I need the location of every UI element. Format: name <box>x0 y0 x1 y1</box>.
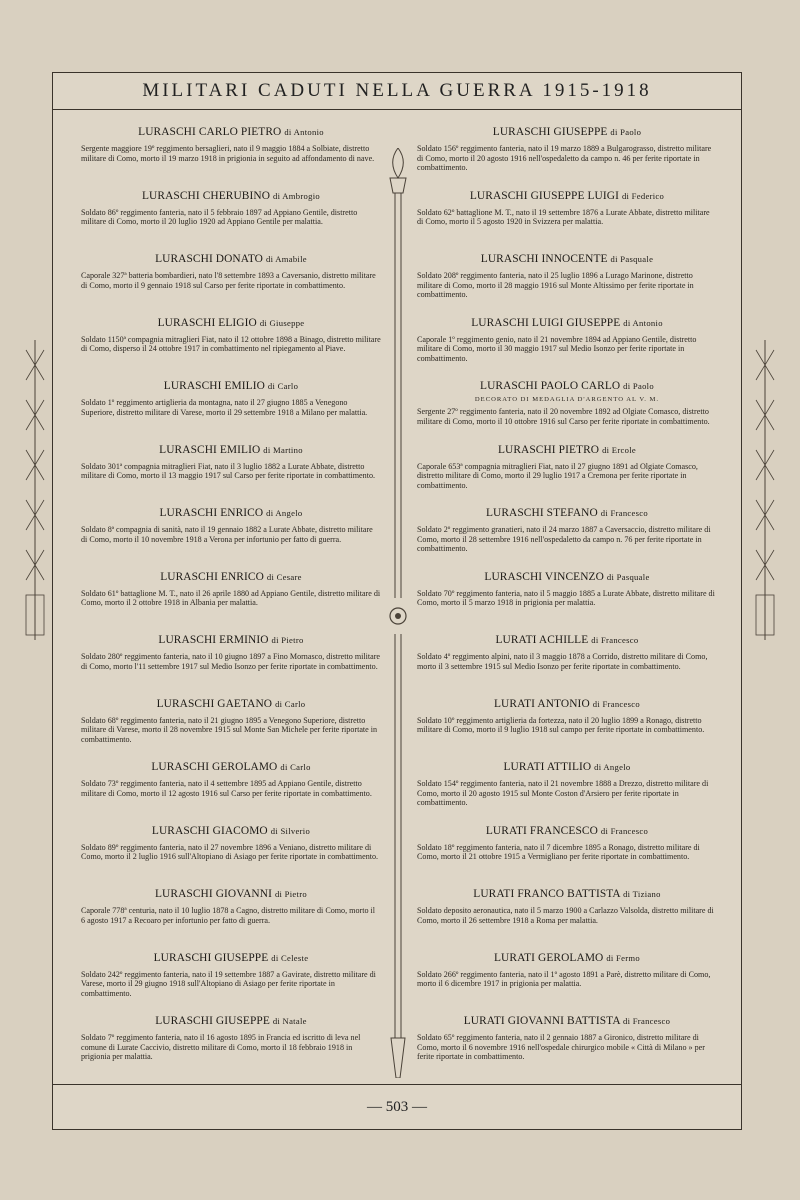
entry-name <box>417 1014 717 1028</box>
entry-name <box>81 697 381 711</box>
entry <box>81 951 381 1015</box>
entry-text: Soldato 4º reggimento alpini, nato il 3 maggio 1878 a Corrido, distretto militare di Como, morto il 3 settembre 1915 sul Medio Isonzo per ferite riportate in combattimento. <box>417 652 708 671</box>
entry-name <box>81 570 381 584</box>
entry-text: Soldato 2º reggimento granatieri, nato il 24 marzo 1887 a Caversaccio, distretto militare di Como, morto il 28 settembre 1916 nell'ospedaletto da campo n. 76 per ferite riportate in combattimento. <box>417 525 711 553</box>
entry-text: Soldato 7º reggimento fanteria, nato il 16 agosto 1895 in Francia ed iscritto di leva nel comune di Lurate Caccivio, distretto militare di Como, morto il 18 febbraio 1918 in prigionia per malattia. <box>81 1033 361 1061</box>
entry-text: Soldato 208º reggimento fanteria, nato il 25 luglio 1896 a Lurago Marinone, distretto militare di Como, morto il 28 maggio 1916 sul Monte Altissimo per ferite riportate in combattimento. <box>417 271 694 299</box>
soldier-name: LURASCHI GAETANO <box>156 697 273 710</box>
entry-name <box>417 316 717 330</box>
entry <box>81 189 381 253</box>
entry-name <box>417 633 717 647</box>
entry-text: Caporale 327ª batteria bombardieri, nato l'8 settembre 1893 a Caversanio, distretto militare di Como, morto il 9 gennaio 1918 sul Carso per ferite riportate in combattimento. <box>81 271 376 290</box>
patronymic: di Paolo <box>623 381 654 391</box>
patronymic: di Ambrogio <box>273 190 320 201</box>
patronymic: di Celeste <box>271 952 309 963</box>
entry-name <box>417 252 717 266</box>
entry-text: Soldato 1150ª compagnia mitraglieri Fiat, nato il 12 ottobre 1898 a Binago, distretto militare di Como, disperso il 24 ottobre 1917 in combattimento nel ripiegamento al Piave. <box>81 334 381 353</box>
soldier-name: LURASCHI GIUSEPPE <box>153 951 269 964</box>
soldier-name: LURASCHI ENRICO <box>160 570 264 583</box>
decoration-note: DECORATO DI MEDAGLIA D'ARGENTO AL V. M. <box>474 396 660 403</box>
entry-name <box>81 760 381 774</box>
right-lance-ornament <box>752 340 778 640</box>
patronymic: di Antonio <box>284 127 324 137</box>
entry-text: Soldato 266º reggimento fanteria, nato il 1º agosto 1891 a Parè, distretto militare di Como, morto il 6 dicembre 1917 in prigionia per malattia. <box>417 969 711 988</box>
entry-text: Soldato 10º reggimento artiglieria da fortezza, nato il 20 luglio 1899 a Ronago, distretto militare di Como, morto il 9 luglio 1918 sul campo per ferite riportate in combattimento. <box>417 715 705 734</box>
soldier-name: LURASCHI GEROLAMO <box>151 761 278 773</box>
patronymic: di Carlo <box>275 698 306 709</box>
entry <box>81 252 381 316</box>
entry <box>417 824 717 888</box>
entry-name <box>81 379 381 393</box>
soldier-name: LURASCHI ELIGIO <box>157 316 257 329</box>
entry <box>417 1014 717 1078</box>
entry-text: Soldato 86º reggimento fanteria, nato il 5 febbraio 1897 ad Appiano Gentile, distretto militare di Como, morto il 20 luglio 1920 ad Appiano Gentile per malattia. <box>81 207 358 226</box>
soldier-name: LURASCHI GIOVANNI <box>155 888 272 900</box>
entry <box>417 697 717 761</box>
entry-text: Soldato 154º reggimento fanteria, nato il 21 novembre 1888 a Drezzo, distretto militare di Como, morto il 20 agosto 1915 sul Monte Coston d'Arsiero per ferite riportate in combattimento. <box>417 779 709 807</box>
entry <box>417 951 717 1015</box>
entry <box>81 125 381 189</box>
patronymic: di Paolo <box>610 127 642 137</box>
entry <box>417 506 717 570</box>
page-footer <box>53 1084 741 1129</box>
entry-text: Caporale 1º reggimento genio, nato il 21 novembre 1894 ad Appiano Gentile, distretto militare di Como, morto il 30 maggio 1917 sul Medio Isonzo per ferite riportate in combattimento. <box>417 334 697 363</box>
entry-text: Soldato 18º reggimento fanteria, nato il 7 dicembre 1895 a Ronago, distretto militare di Como, morto il 21 ottobre 1915 a Vermigliano per ferite riportate in combattimento. <box>417 842 700 861</box>
entry <box>417 633 717 697</box>
patronymic: di Ercole <box>602 444 637 455</box>
entry-text: Soldato 1º reggimento artiglieria da montagna, nato il 27 giugno 1885 a Venegono Superiore, distretto militare di Varese, morto il 29 settembre 1918 a Milano per malattia. <box>81 398 368 417</box>
entry-text: Soldato deposito aeronautica, nato il 5 marzo 1900 a Carlazzo Valsolda, distretto militare di Como, morto il 26 settembre 1918 a Roma per malattia. <box>417 906 714 925</box>
entry-name <box>417 887 717 901</box>
entry-text: Soldato 61º battaglione M. T., nato il 26 aprile 1880 ad Appiano Gentile, distretto militare di Como, morto il 2 ottobre 1918 in Albania per malattia. <box>81 588 381 607</box>
patronymic: di Antonio <box>623 317 663 328</box>
left-column <box>81 125 381 1087</box>
entry <box>81 697 381 761</box>
soldier-name: LURASCHI STEFANO <box>485 507 598 519</box>
patronymic: di Fermo <box>606 952 640 963</box>
entry-name <box>81 316 381 330</box>
entry <box>81 443 381 507</box>
entry <box>81 633 381 697</box>
soldier-name: LURATI ANTONIO <box>493 697 590 710</box>
patronymic: di Tiziano <box>623 889 661 899</box>
page-header <box>53 73 741 110</box>
patronymic: di Francesco <box>592 698 641 709</box>
entry <box>417 760 717 824</box>
patronymic: di Francesco <box>622 1016 671 1026</box>
entry-name <box>81 1014 381 1028</box>
entry <box>417 252 717 316</box>
entry-text: Soldato 62º battaglione M. T., nato il 19 settembre 1876 a Lurate Abbate, distretto militare di Como, morto il 5 agosto 1920 in Svizzera per malattia. <box>417 207 710 226</box>
entry-text: Soldato 89º reggimento fanteria, nato il 27 novembre 1896 a Veniano, distretto militare di Como, morto il 2 luglio 1916 sull'Altopiano di Asiago per ferite riportate in combattimento. <box>81 842 379 861</box>
patronymic: di Federico <box>621 190 665 201</box>
entry-name <box>417 506 717 520</box>
patronymic: di Francesco <box>600 825 649 836</box>
entry <box>81 570 381 634</box>
soldier-name: LURASCHI GIUSEPPE <box>155 1015 270 1027</box>
entry-name <box>81 125 381 139</box>
soldier-name: LURASCHI GIACOMO <box>151 824 268 837</box>
soldier-name: LURASCHI VINCENZO <box>484 570 604 583</box>
entry <box>81 824 381 888</box>
entry <box>81 1014 381 1078</box>
entry-name <box>81 824 381 838</box>
entry-text: Soldato 301ª compagnia mitraglieri Fiat, nato il 3 luglio 1882 a Lurate Abbate, distretto militare di Como, morto il 13 maggio 1917 sul Carso per ferite riportate in combattimento. <box>81 461 376 480</box>
soldier-name: LURATI GEROLAMO <box>493 951 604 964</box>
entry-name <box>81 506 381 520</box>
left-lance-ornament <box>22 340 48 640</box>
entry <box>81 379 381 443</box>
soldier-name: LURASCHI CHERUBINO <box>141 189 271 202</box>
soldier-name: LURATI ACHILLE <box>495 634 589 646</box>
entry-text: Caporale 778ª centuria, nato il 10 luglio 1878 a Cagno, distretto militare di Como, morto il 6 agosto 1917 a Recoaro per infortunio per fatto di guerra. <box>81 906 376 925</box>
patronymic: di Amabile <box>265 254 307 264</box>
entry-name <box>81 252 381 266</box>
entry <box>417 125 717 189</box>
entry-text: Soldato 156º reggimento fanteria, nato il 19 marzo 1889 a Bulgarograsso, distretto militare di Como, morto il 20 agosto 1916 nell'ospedaletto da campo n. 46 per ferite riportate in combattimento. <box>417 144 712 172</box>
entry <box>81 887 381 951</box>
patronymic: di Silverio <box>270 825 311 836</box>
patronymic: di Giuseppe <box>259 317 305 328</box>
page-title: MILITARI CADUTI NELLA GUERRA 1915-1918 <box>142 80 652 101</box>
entry-name <box>417 760 717 774</box>
patronymic: di Pietro <box>274 889 307 899</box>
soldier-name: LURASCHI PIETRO <box>497 443 600 456</box>
entry-name <box>417 824 717 838</box>
soldier-name: LURASCHI DONATO <box>155 253 264 265</box>
page-number: — 503 — <box>367 1098 427 1115</box>
entry-text: Soldato 65º reggimento fanteria, nato il 2 gennaio 1887 a Gironico, distretto militare di Como, morto il 6 novembre 1916 nell'ospedale chirurgico mobile « Città di Milano » per ferite riportate in combattimento. <box>417 1033 705 1061</box>
soldier-name: LURASCHI EMILIO <box>159 443 261 456</box>
patronymic: di Angelo <box>594 762 631 772</box>
entry-text: Soldato 242º reggimento fanteria, nato il 19 settembre 1887 a Gavirate, distretto militare di Varese, morto il 29 giugno 1918 sull'Altopiano di Asiago per ferite riportate in combattimento. <box>81 969 376 998</box>
soldier-name: LURATI GIOVANNI BATTISTA <box>463 1015 621 1027</box>
entry-text: Sergente 27º reggimento fanteria, nato il 20 novembre 1892 ad Olgiate Comasco, distretto militare di Como, morto il 10 ottobre 1916 sul Carso per ferite riportate in combattimento. <box>417 407 710 426</box>
patronymic: di Natale <box>272 1016 307 1026</box>
entry-text: Sergente maggiore 19º reggimento bersaglieri, nato il 9 maggio 1884 a Solbiate, distretto militare di Como, morto il 19 marzo 1918 in prigionia in seguito ad affondamento di nave. <box>81 144 375 163</box>
entry <box>417 443 717 507</box>
patronymic: di Pietro <box>271 635 304 645</box>
entry <box>81 506 381 570</box>
entry <box>417 316 717 380</box>
entry <box>81 316 381 380</box>
soldier-name: LURASCHI GIUSEPPE <box>492 126 608 138</box>
patronymic: di Cesare <box>266 571 302 582</box>
entry-name <box>417 379 717 393</box>
entry-text: Caporale 653ª compagnia mitraglieri Fiat, nato il 27 giugno 1891 ad Olgiate Comasco, distretto militare di Como, morto il 29 luglio 1917 a Cremona per ferite riportate in combattimento. <box>417 461 698 490</box>
soldier-name: LURASCHI ENRICO <box>159 507 264 519</box>
entry-name <box>81 189 381 203</box>
soldier-name: LURASCHI GIUSEPPE LUIGI <box>469 189 619 202</box>
soldier-name: LURASCHI LUIGI GIUSEPPE <box>471 316 621 329</box>
soldier-name: LURATI FRANCESCO <box>485 824 598 837</box>
patronymic: di Carlo <box>267 381 299 391</box>
entry-text: Soldato 73º reggimento fanteria, nato il 4 settembre 1895 ad Appiano Gentile, distretto militare di Como, morto il 12 agosto 1916 sul Carso per ferite riportate in combattimento. <box>81 779 372 798</box>
entry-name <box>417 951 717 965</box>
patronymic: di Carlo <box>280 762 311 772</box>
right-column <box>417 125 717 1087</box>
entry <box>417 189 717 253</box>
patronymic: di Pasquale <box>606 571 650 582</box>
entry <box>417 887 717 951</box>
entry-name <box>81 887 381 901</box>
entry-name <box>81 951 381 965</box>
soldier-name: LURASCHI INNOCENTE <box>480 253 608 265</box>
patronymic: di Francesco <box>591 635 639 645</box>
entry-name <box>417 443 717 457</box>
soldier-name: LURASCHI PAOLO CARLO <box>480 380 621 392</box>
entry-name <box>417 125 717 139</box>
patronymic: di Pasquale <box>610 254 654 264</box>
entry-name <box>417 697 717 711</box>
entry <box>81 760 381 824</box>
patronymic: di Martino <box>263 444 303 455</box>
center-staff-ornament <box>388 148 408 1078</box>
entry-text: Soldato 70º reggimento fanteria, nato il 5 maggio 1885 a Lurate Abbate, distretto militare di Como, morto il 5 marzo 1918 in prigionia per malattia. <box>417 588 715 607</box>
entry-text: Soldato 280º reggimento fanteria, nato il 10 giugno 1897 a Fino Mornasco, distretto militare di Como, morto l'11 settembre 1917 sul Medio Isonzo per ferite riportate in combattimento. <box>81 652 381 671</box>
entry-text: Soldato 68º reggimento fanteria, nato il 21 giugno 1895 a Venegono Superiore, distretto militare di Varese, morto il 28 novembre 1915 sul Monte San Michele per ferite riportate in combattimento. <box>81 715 378 744</box>
soldier-name: LURASCHI EMILIO <box>163 380 265 392</box>
entry <box>417 379 717 443</box>
entry-text: Soldato 8ª compagnia di sanità, nato il 19 gennaio 1882 a Lurate Abbate, distretto militare di Como, morto il 10 novembre 1918 a Verona per infortunio per fatto di guerra. <box>81 525 373 544</box>
soldier-name: LURATI FRANCO BATTISTA <box>473 888 621 900</box>
entry-name <box>417 189 717 203</box>
entry-name <box>417 570 717 584</box>
entry-name <box>81 633 381 647</box>
entry <box>417 570 717 634</box>
page-frame <box>52 72 742 1130</box>
patronymic: di Francesco <box>600 508 649 518</box>
entry-name <box>81 443 381 457</box>
soldier-name: LURASCHI CARLO PIETRO <box>138 126 282 138</box>
patronymic: di Angelo <box>266 508 303 518</box>
soldier-name: LURASCHI ERMINIO <box>158 634 269 646</box>
soldier-name: LURATI ATTILIO <box>503 761 592 773</box>
